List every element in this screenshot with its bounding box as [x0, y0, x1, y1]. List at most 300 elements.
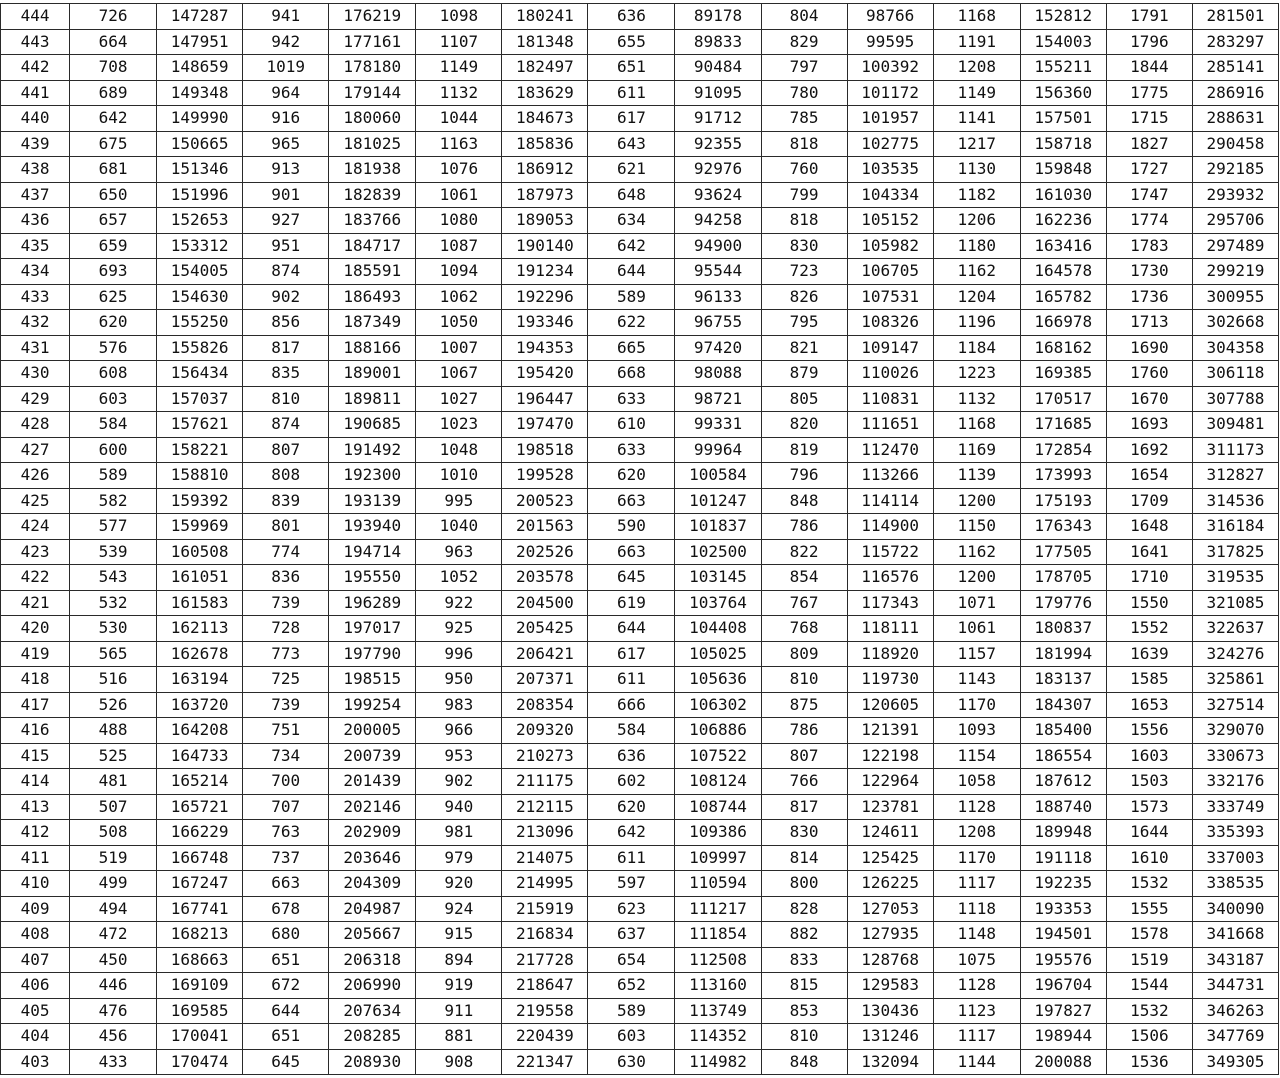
- table-cell: 1783: [1106, 233, 1192, 259]
- table-cell: 1653: [1106, 692, 1192, 718]
- table-cell: 186554: [1020, 743, 1106, 769]
- table-cell: 337003: [1192, 845, 1278, 871]
- table-cell: 155211: [1020, 55, 1106, 81]
- table-cell: 156360: [1020, 80, 1106, 106]
- table-cell: 920: [416, 871, 502, 897]
- table-cell: 165782: [1020, 284, 1106, 310]
- table-cell: 472: [70, 922, 157, 948]
- table-cell: 1644: [1106, 820, 1192, 846]
- table-cell: 1196: [933, 310, 1020, 336]
- table-cell: 104408: [675, 616, 761, 642]
- table-cell: 122198: [847, 743, 933, 769]
- table-cell: 666: [588, 692, 675, 718]
- table-cell: 689: [70, 80, 157, 106]
- table-cell: 188740: [1020, 794, 1106, 820]
- table-cell: 209320: [502, 718, 588, 744]
- table-cell: 1827: [1106, 131, 1192, 157]
- table-cell: 184717: [329, 233, 416, 259]
- table-cell: 193353: [1020, 896, 1106, 922]
- table-cell: 189811: [329, 386, 416, 412]
- table-cell: 1154: [933, 743, 1020, 769]
- table-cell: 1730: [1106, 259, 1192, 285]
- table-cell: 129583: [847, 973, 933, 999]
- table-cell: 751: [243, 718, 329, 744]
- table-cell: 539: [70, 539, 157, 565]
- table-cell: 167741: [157, 896, 243, 922]
- table-cell: 117343: [847, 590, 933, 616]
- table-cell: 608: [70, 361, 157, 387]
- table-cell: 333749: [1192, 794, 1278, 820]
- table-cell: 207634: [329, 998, 416, 1024]
- table-cell: 206990: [329, 973, 416, 999]
- table-cell: 91095: [675, 80, 761, 106]
- table-cell: 214995: [502, 871, 588, 897]
- table-row: [1, 794, 1279, 820]
- score-cell: 405: [1, 998, 70, 1024]
- table-cell: 610: [588, 412, 675, 438]
- table-cell: 189948: [1020, 820, 1106, 846]
- table-cell: 1204: [933, 284, 1020, 310]
- table-cell: 1058: [933, 769, 1020, 795]
- table-cell: 190685: [329, 412, 416, 438]
- score-cell: 438: [1, 157, 70, 183]
- table-cell: 103145: [675, 565, 761, 591]
- table-cell: 433: [70, 1049, 157, 1075]
- table-cell: 826: [761, 284, 847, 310]
- table-cell: 1184: [933, 335, 1020, 361]
- table-cell: 1208: [933, 820, 1020, 846]
- table-cell: 902: [243, 284, 329, 310]
- table-cell: 1791: [1106, 4, 1192, 30]
- table-cell: 181994: [1020, 641, 1106, 667]
- table-cell: 346263: [1192, 998, 1278, 1024]
- table-cell: 1080: [416, 208, 502, 234]
- table-cell: 739: [243, 590, 329, 616]
- table-cell: 1603: [1106, 743, 1192, 769]
- table-cell: 953: [416, 743, 502, 769]
- table-cell: 212115: [502, 794, 588, 820]
- table-cell: 175193: [1020, 488, 1106, 514]
- table-cell: 219558: [502, 998, 588, 1024]
- table-cell: 983: [416, 692, 502, 718]
- table-cell: 996: [416, 641, 502, 667]
- table-cell: 737: [243, 845, 329, 871]
- table-cell: 201439: [329, 769, 416, 795]
- table-cell: 192296: [502, 284, 588, 310]
- table-cell: 106302: [675, 692, 761, 718]
- table-cell: 1040: [416, 514, 502, 540]
- table-cell: 193139: [329, 488, 416, 514]
- table-cell: 836: [243, 565, 329, 591]
- table-cell: 675: [70, 131, 157, 157]
- table-cell: 321085: [1192, 590, 1278, 616]
- table-cell: 835: [243, 361, 329, 387]
- table-cell: 1844: [1106, 55, 1192, 81]
- table-cell: 161583: [157, 590, 243, 616]
- table-cell: 216834: [502, 922, 588, 948]
- score-cell: 403: [1, 1049, 70, 1075]
- table-cell: 766: [761, 769, 847, 795]
- table-cell: 854: [761, 565, 847, 591]
- table-cell: 182497: [502, 55, 588, 81]
- table-cell: 516: [70, 667, 157, 693]
- table-cell: 725: [243, 667, 329, 693]
- table-cell: 199528: [502, 463, 588, 489]
- table-cell: 163720: [157, 692, 243, 718]
- table-cell: 155250: [157, 310, 243, 336]
- table-cell: 114982: [675, 1049, 761, 1075]
- table-cell: 589: [70, 463, 157, 489]
- table-cell: 166978: [1020, 310, 1106, 336]
- table-cell: 965: [243, 131, 329, 157]
- score-distribution-table: [0, 3, 1279, 1075]
- table-cell: 164578: [1020, 259, 1106, 285]
- table-cell: 200005: [329, 718, 416, 744]
- table-cell: 180241: [502, 4, 588, 30]
- table-cell: 98766: [847, 4, 933, 30]
- table-body: [1, 4, 1279, 1075]
- table-cell: 207371: [502, 667, 588, 693]
- table-cell: 111651: [847, 412, 933, 438]
- table-cell: 105152: [847, 208, 933, 234]
- table-cell: 821: [761, 335, 847, 361]
- table-cell: 901: [243, 182, 329, 208]
- table-cell: 488: [70, 718, 157, 744]
- table-cell: 919: [416, 973, 502, 999]
- table-cell: 1052: [416, 565, 502, 591]
- table-cell: 1007: [416, 335, 502, 361]
- table-cell: 200523: [502, 488, 588, 514]
- table-cell: 476: [70, 998, 157, 1024]
- table-cell: 92976: [675, 157, 761, 183]
- table-cell: 637: [588, 922, 675, 948]
- table-cell: 184673: [502, 106, 588, 132]
- score-cell: 439: [1, 131, 70, 157]
- score-cell: 426: [1, 463, 70, 489]
- table-cell: 200739: [329, 743, 416, 769]
- table-cell: 130436: [847, 998, 933, 1024]
- table-cell: 101957: [847, 106, 933, 132]
- table-cell: 1191: [933, 29, 1020, 55]
- table-cell: 1170: [933, 692, 1020, 718]
- table-cell: 817: [761, 794, 847, 820]
- table-cell: 341668: [1192, 922, 1278, 948]
- table-cell: 162678: [157, 641, 243, 667]
- table-cell: 508: [70, 820, 157, 846]
- table-cell: 93624: [675, 182, 761, 208]
- table-row: [1, 488, 1279, 514]
- table-row: [1, 641, 1279, 667]
- table-cell: 154005: [157, 259, 243, 285]
- table-cell: 1123: [933, 998, 1020, 1024]
- table-cell: 1149: [416, 55, 502, 81]
- table-cell: 1556: [1106, 718, 1192, 744]
- table-cell: 312827: [1192, 463, 1278, 489]
- table-cell: 1180: [933, 233, 1020, 259]
- score-cell: 429: [1, 386, 70, 412]
- table-cell: 152812: [1020, 4, 1106, 30]
- table-cell: 115722: [847, 539, 933, 565]
- table-cell: 205667: [329, 922, 416, 948]
- table-cell: 853: [761, 998, 847, 1024]
- table-cell: 450: [70, 947, 157, 973]
- table-cell: 100584: [675, 463, 761, 489]
- table-cell: 633: [588, 386, 675, 412]
- table-cell: 499: [70, 871, 157, 897]
- table-cell: 525: [70, 743, 157, 769]
- table-cell: 180060: [329, 106, 416, 132]
- table-cell: 314536: [1192, 488, 1278, 514]
- table-cell: 213096: [502, 820, 588, 846]
- table-cell: 622: [588, 310, 675, 336]
- table-row: [1, 4, 1279, 30]
- score-cell: 406: [1, 973, 70, 999]
- table-cell: 185400: [1020, 718, 1106, 744]
- table-cell: 335393: [1192, 820, 1278, 846]
- table-cell: 925: [416, 616, 502, 642]
- table-cell: 848: [761, 1049, 847, 1075]
- table-cell: 1061: [416, 182, 502, 208]
- table-cell: 602: [588, 769, 675, 795]
- table-cell: 1693: [1106, 412, 1192, 438]
- table-row: [1, 1049, 1279, 1075]
- table-cell: 166748: [157, 845, 243, 871]
- table-row: [1, 1024, 1279, 1050]
- score-cell: 412: [1, 820, 70, 846]
- table-cell: 654: [588, 947, 675, 973]
- score-cell: 410: [1, 871, 70, 897]
- table-cell: 1578: [1106, 922, 1192, 948]
- table-cell: 122964: [847, 769, 933, 795]
- table-cell: 184307: [1020, 692, 1106, 718]
- table-cell: 199254: [329, 692, 416, 718]
- table-cell: 154003: [1020, 29, 1106, 55]
- table-cell: 286916: [1192, 80, 1278, 106]
- table-cell: 950: [416, 667, 502, 693]
- table-row: [1, 80, 1279, 106]
- table-cell: 204500: [502, 590, 588, 616]
- table-cell: 111854: [675, 922, 761, 948]
- table-cell: 1713: [1106, 310, 1192, 336]
- table-cell: 659: [70, 233, 157, 259]
- table-cell: 651: [588, 55, 675, 81]
- score-cell: 430: [1, 361, 70, 387]
- table-cell: 1162: [933, 259, 1020, 285]
- table-cell: 218647: [502, 973, 588, 999]
- table-cell: 643: [588, 131, 675, 157]
- table-cell: 565: [70, 641, 157, 667]
- table-cell: 299219: [1192, 259, 1278, 285]
- table-cell: 723: [761, 259, 847, 285]
- table-cell: 118111: [847, 616, 933, 642]
- table-cell: 127935: [847, 922, 933, 948]
- table-cell: 1163: [416, 131, 502, 157]
- table-cell: 159848: [1020, 157, 1106, 183]
- score-cell: 441: [1, 80, 70, 106]
- table-cell: 874: [243, 412, 329, 438]
- table-cell: 309481: [1192, 412, 1278, 438]
- table-cell: 1117: [933, 871, 1020, 897]
- table-cell: 202526: [502, 539, 588, 565]
- table-cell: 181025: [329, 131, 416, 157]
- table-cell: 642: [588, 233, 675, 259]
- table-cell: 114900: [847, 514, 933, 540]
- table-cell: 108326: [847, 310, 933, 336]
- table-cell: 316184: [1192, 514, 1278, 540]
- table-cell: 446: [70, 973, 157, 999]
- table-cell: 105982: [847, 233, 933, 259]
- table-cell: 1670: [1106, 386, 1192, 412]
- table-cell: 801: [243, 514, 329, 540]
- table-cell: 799: [761, 182, 847, 208]
- table-cell: 1648: [1106, 514, 1192, 540]
- table-row: [1, 947, 1279, 973]
- table-cell: 164733: [157, 743, 243, 769]
- table-cell: 153312: [157, 233, 243, 259]
- table-cell: 1747: [1106, 182, 1192, 208]
- table-cell: 650: [70, 182, 157, 208]
- table-cell: 1736: [1106, 284, 1192, 310]
- table-cell: 804: [761, 4, 847, 30]
- score-cell: 427: [1, 437, 70, 463]
- table-row: [1, 106, 1279, 132]
- table-cell: 182839: [329, 182, 416, 208]
- table-cell: 530: [70, 616, 157, 642]
- table-row: [1, 896, 1279, 922]
- table-cell: 1168: [933, 4, 1020, 30]
- table-cell: 208930: [329, 1049, 416, 1075]
- table-cell: 281501: [1192, 4, 1278, 30]
- table-cell: 176219: [329, 4, 416, 30]
- table-cell: 195550: [329, 565, 416, 591]
- table-cell: 780: [761, 80, 847, 106]
- table-cell: 202909: [329, 820, 416, 846]
- table-cell: 120605: [847, 692, 933, 718]
- table-cell: 726: [70, 4, 157, 30]
- table-cell: 1067: [416, 361, 502, 387]
- table-cell: 1550: [1106, 590, 1192, 616]
- table-cell: 728: [243, 616, 329, 642]
- table-cell: 1760: [1106, 361, 1192, 387]
- table-cell: 189053: [502, 208, 588, 234]
- table-cell: 185591: [329, 259, 416, 285]
- table-cell: 916: [243, 106, 329, 132]
- table-row: [1, 29, 1279, 55]
- table-cell: 494: [70, 896, 157, 922]
- table-cell: 98721: [675, 386, 761, 412]
- table-cell: 343187: [1192, 947, 1278, 973]
- table-cell: 196289: [329, 590, 416, 616]
- table-cell: 822: [761, 539, 847, 565]
- table-cell: 325861: [1192, 667, 1278, 693]
- table-cell: 147287: [157, 4, 243, 30]
- table-cell: 1519: [1106, 947, 1192, 973]
- table-cell: 672: [243, 973, 329, 999]
- table-cell: 99595: [847, 29, 933, 55]
- table-cell: 181348: [502, 29, 588, 55]
- table-cell: 214075: [502, 845, 588, 871]
- table-cell: 652: [588, 973, 675, 999]
- table-cell: 197470: [502, 412, 588, 438]
- table-cell: 526: [70, 692, 157, 718]
- table-cell: 623: [588, 896, 675, 922]
- table-cell: 92355: [675, 131, 761, 157]
- table-cell: 642: [588, 820, 675, 846]
- table-cell: 176343: [1020, 514, 1106, 540]
- table-cell: 347769: [1192, 1024, 1278, 1050]
- table-cell: 330673: [1192, 743, 1278, 769]
- table-cell: 90484: [675, 55, 761, 81]
- table-cell: 663: [588, 539, 675, 565]
- table-cell: 105636: [675, 667, 761, 693]
- table-cell: 118920: [847, 641, 933, 667]
- table-row: [1, 718, 1279, 744]
- table-cell: 611: [588, 845, 675, 871]
- table-cell: 636: [588, 4, 675, 30]
- table-cell: 911: [416, 998, 502, 1024]
- score-cell: 423: [1, 539, 70, 565]
- table-cell: 817: [243, 335, 329, 361]
- score-cell: 424: [1, 514, 70, 540]
- table-cell: 543: [70, 565, 157, 591]
- table-row: [1, 514, 1279, 540]
- table-cell: 577: [70, 514, 157, 540]
- table-row: [1, 616, 1279, 642]
- table-cell: 113749: [675, 998, 761, 1024]
- table-cell: 186912: [502, 157, 588, 183]
- table-cell: 830: [761, 820, 847, 846]
- table-cell: 198515: [329, 667, 416, 693]
- table-cell: 152653: [157, 208, 243, 234]
- table-cell: 194353: [502, 335, 588, 361]
- table-cell: 297489: [1192, 233, 1278, 259]
- table-cell: 1200: [933, 488, 1020, 514]
- table-cell: 707: [243, 794, 329, 820]
- table-cell: 1168: [933, 412, 1020, 438]
- table-cell: 179776: [1020, 590, 1106, 616]
- table-cell: 206421: [502, 641, 588, 667]
- table-row: [1, 769, 1279, 795]
- table-cell: 1170: [933, 845, 1020, 871]
- table-cell: 760: [761, 157, 847, 183]
- score-cell: 442: [1, 55, 70, 81]
- table-cell: 187349: [329, 310, 416, 336]
- table-cell: 211175: [502, 769, 588, 795]
- table-cell: 768: [761, 616, 847, 642]
- table-cell: 807: [243, 437, 329, 463]
- table-cell: 177505: [1020, 539, 1106, 565]
- table-row: [1, 412, 1279, 438]
- table-row: [1, 437, 1279, 463]
- table-cell: 636: [588, 743, 675, 769]
- table-cell: 208285: [329, 1024, 416, 1050]
- score-cell: 416: [1, 718, 70, 744]
- table-cell: 1727: [1106, 157, 1192, 183]
- table-cell: 1094: [416, 259, 502, 285]
- table-cell: 681: [70, 157, 157, 183]
- score-cell: 420: [1, 616, 70, 642]
- table-cell: 195420: [502, 361, 588, 387]
- table-cell: 178180: [329, 55, 416, 81]
- table-cell: 158221: [157, 437, 243, 463]
- table-cell: 114114: [847, 488, 933, 514]
- table-cell: 1061: [933, 616, 1020, 642]
- table-cell: 293932: [1192, 182, 1278, 208]
- table-cell: 193940: [329, 514, 416, 540]
- table-cell: 644: [588, 259, 675, 285]
- table-cell: 942: [243, 29, 329, 55]
- table-cell: 107531: [847, 284, 933, 310]
